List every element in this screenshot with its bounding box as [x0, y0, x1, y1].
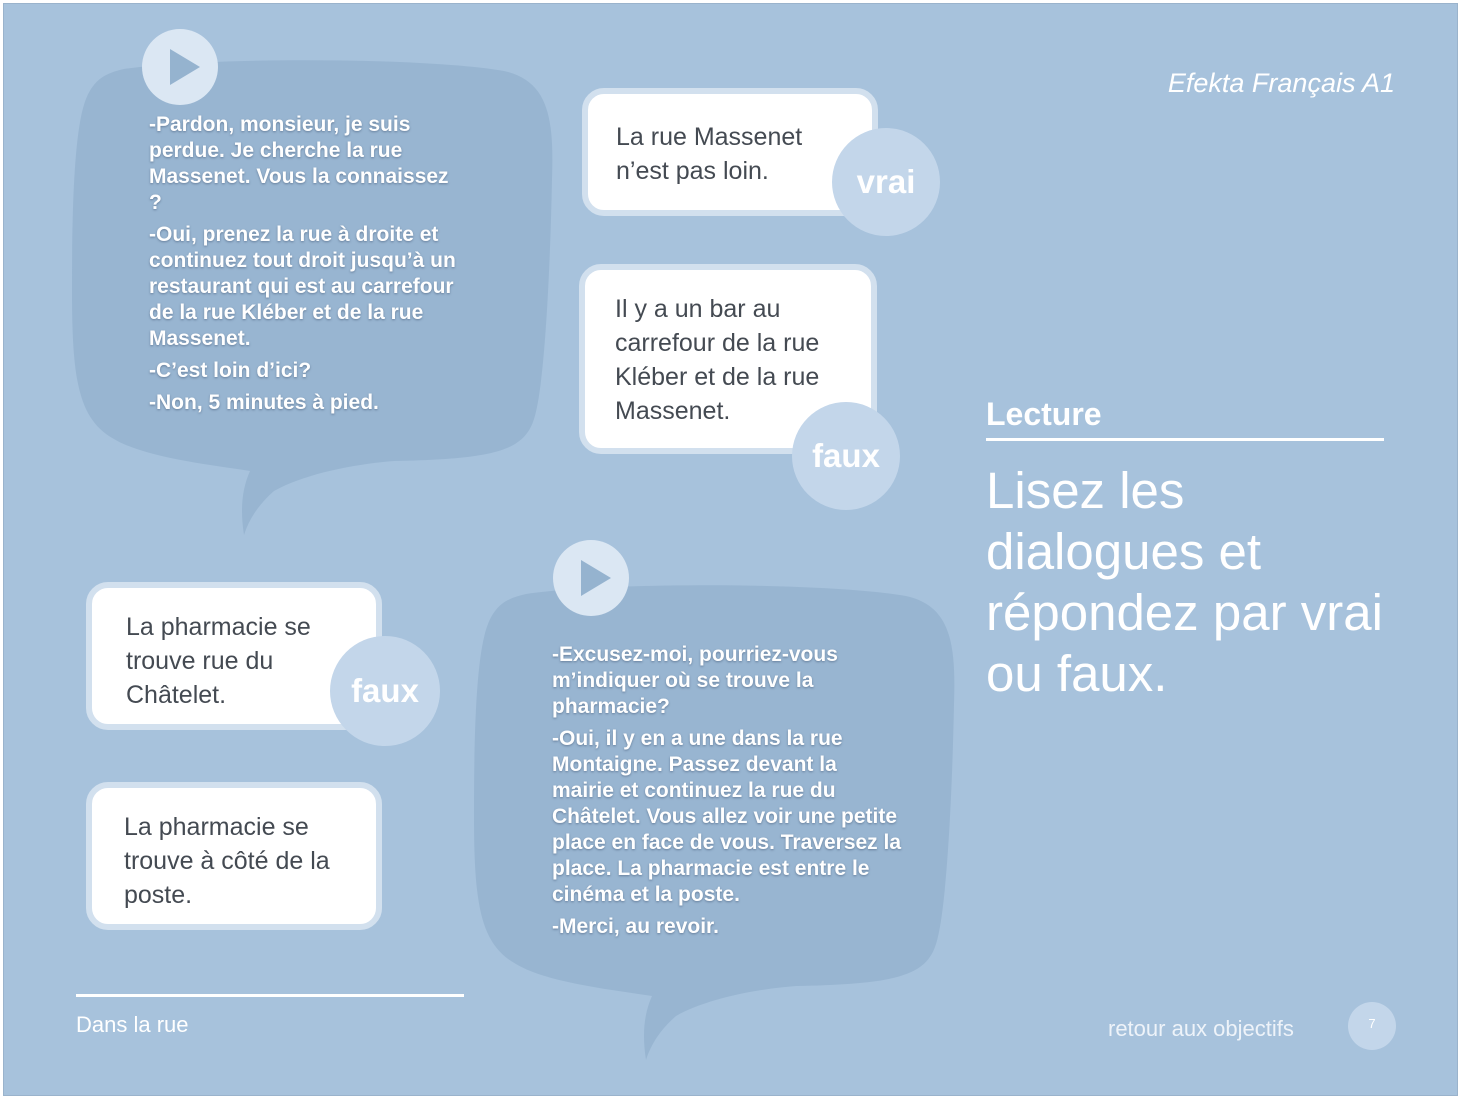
section-title: Lecture [986, 396, 1102, 432]
slide [3, 3, 1458, 1096]
instruction-text: Lisez les dialogues et répondez par vrai ou faux. [986, 462, 1383, 702]
page-number: 7 [1348, 1002, 1396, 1050]
statement-text: Il y a un bar au carrefour de la rue Kléber et de la rue Massenet. [615, 295, 820, 425]
play-icon [553, 540, 629, 616]
play-icon [142, 29, 218, 105]
back-to-objectives-link[interactable]: retour aux objectifs [1108, 1016, 1294, 1041]
brand-title: Efekta Français A1 [1167, 68, 1395, 98]
statement-card-4 [86, 782, 382, 930]
section-divider [986, 438, 1384, 441]
answer-button-faux[interactable]: faux [792, 402, 900, 510]
dialog-1 [149, 112, 459, 422]
lesson-title: Dans la rue [76, 1012, 189, 1037]
footer-divider [76, 994, 464, 997]
play-audio-button-1[interactable] [142, 29, 218, 105]
dialog-1-line: -Pardon, monsieur, je suis perdue. Je cherche la rue Massenet. Vous la connaissez ? [149, 113, 449, 214]
dialog-2 [552, 642, 902, 946]
answer-button-vrai[interactable]: vrai [832, 128, 940, 236]
dialog-2-line: -Oui, il y en a une dans la rue Montaigne. Passez devant la mairie et continuez la rue du Châtelet. Vous allez voir une petite place en face de vous. Traversez la place. La pharmacie est entre le cinéma et la poste. [552, 727, 902, 906]
dialog-1-line: -Oui, prenez la rue à droite et continuez tout droit jusqu’à un restaurant qui est au carrefour de la rue Kléber et de la rue Massenet. [149, 223, 456, 350]
dialog-1-line: -C’est loin d’ici? [149, 359, 312, 382]
answer-button-faux[interactable]: faux [330, 636, 440, 746]
play-audio-button-2[interactable] [553, 540, 629, 616]
statement-text: La rue Massenet n’est pas loin. [616, 123, 803, 185]
dialog-2-line: -Excusez-moi, pourriez-vous m’indiquer où se trouve la pharmacie? [552, 643, 838, 718]
statement-text: La pharmacie se trouve à côté de la poste. [124, 813, 330, 909]
dialog-1-line: -Non, 5 minutes à pied. [149, 391, 379, 414]
dialog-2-line: -Merci, au revoir. [552, 915, 719, 938]
statement-text: La pharmacie se trouve rue du Châtelet. [126, 613, 311, 709]
